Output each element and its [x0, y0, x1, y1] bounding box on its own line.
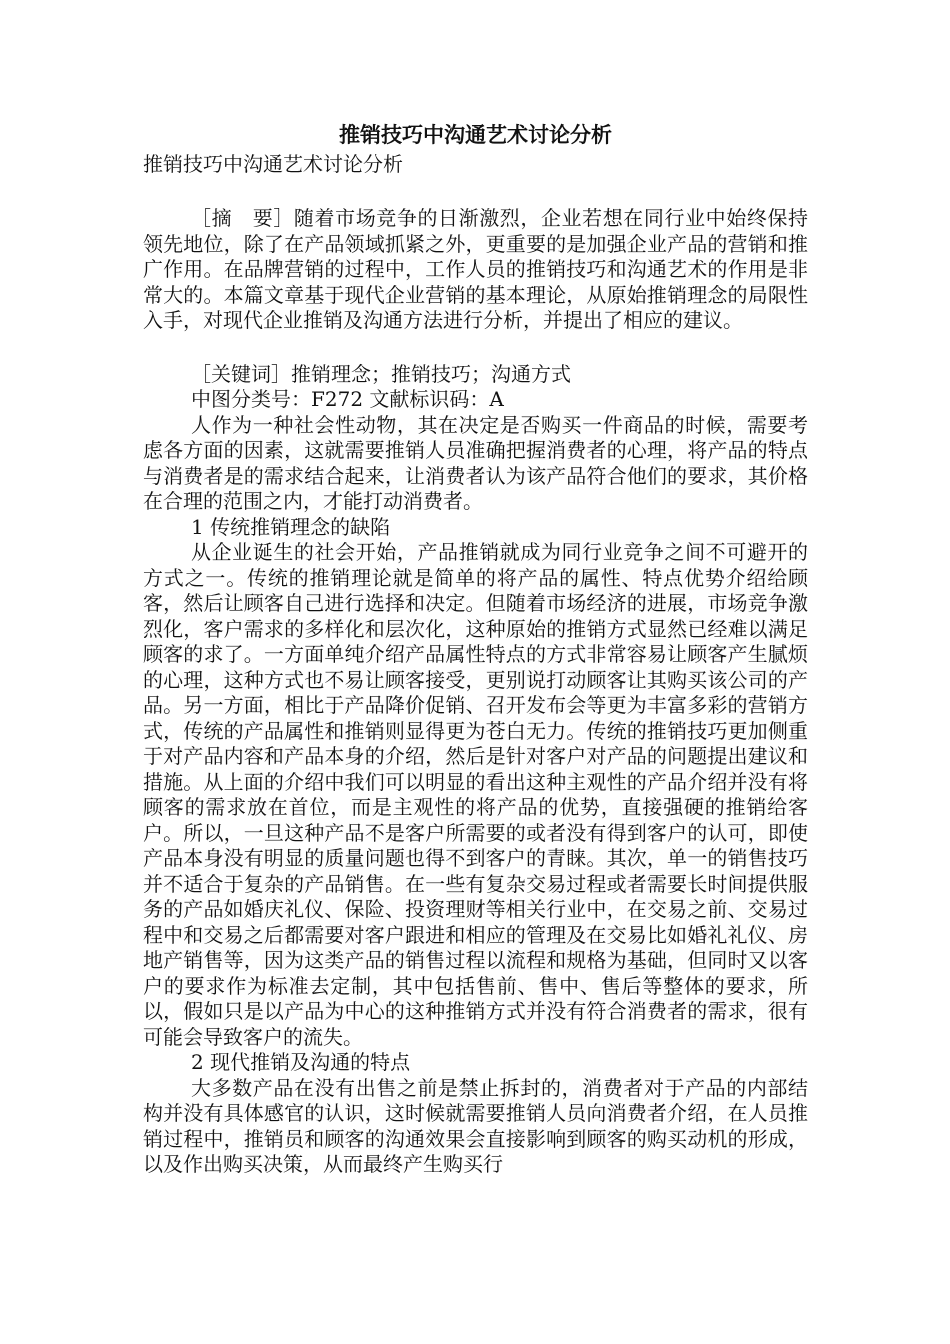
blank-line — [143, 178, 808, 206]
section-1-heading: 1 传统推销理念的缺陷 — [191, 514, 391, 539]
classification-line: 中图分类号：F272 文献标识码：A — [191, 387, 504, 411]
keywords-line: ［关键词］推销理念；推销技巧；沟通方式 — [191, 361, 571, 386]
intro-paragraph: 人作为一种社会性动物，其在决定是否购买一件商品的时候，需要考虑各方面的因素，这就需要推销人员准确把握消费者的心理，将产品的特点与消费者是的需求结合起来，让消费者认为该产品符合他们的要求，其价格在合理的范围之内，才能打动消费者。 — [143, 412, 808, 513]
section-1-paragraph: 从企业诞生的社会开始，产品推销就成为同行业竞争之间不可避开的方式之一。传统的推销理论就是简单的将产品的属性、特点优势介绍给顾客，然后让顾客自己进行选择和决定。但随着市场经济的进展，市场竞争激烈化，客户需求的多样化和层次化，这种原始的推销方式显然已经难以满足顾客的求了。一方面单纯介绍产品属性特点的方式非常容易让顾客产生腻烦的心理，这种方式也不易让顾客接受，更别说打动顾客让其购买该公司的产品。另一方面，相比于产品降价促销、召开发布会等更为丰富多彩的营销方式，传统的产品属性和推销则显得更为苍白无力。传统的推销技巧更加侧重于对产品内容和产品本身的介绍，然后是针对客户对产品的问题提出建议和措施。从上面的介绍中我们可以明显的看出这种主观性的产品介绍并没有将顾客的需求放在首位，而是主观性的将产品的优势，直接强硬的推销给客户。所以，一旦这种产品不是客户所需要的或者没有得到客户的认可，即使产品本身没有明显的质量问题也得不到客户的青睐。其次，单一的销售技巧并不适合于复杂的产品销售。在一些有复杂交易过程或者需要长时间提供服务的产品如婚庆礼仪、保险、投资理财等相关行业中，在交易之前、交易过程中和交易之后都需要对客户跟进和相应的管理及在交易比如婚礼礼仪、房地产销售等，因为这类产品的销售过程以流程和规格为基础，但同时又以客户的要求作为标准去定制，其中包括售前、售中、售后等整体的要求，所以，假如只是以产品为中心的这种推销方式并没有符合消费者的需求，很有可能会导致客户的流失。 — [143, 540, 808, 1049]
document-subtitle: 推销技巧中沟通艺术讨论分析 — [143, 152, 403, 176]
document-page — [143, 120, 808, 1178]
section-2-paragraph: 大多数产品在没有出售之前是禁止拆封的，消费者对于产品的内部结构并没有具体感官的认识，这时候就需要推销人员向消费者介绍，在人员推销过程中，推销员和顾客的沟通效果会直接影响到顾客的购买动机的形成，以及作出购买决策，从而最终产生购买行 — [143, 1075, 808, 1176]
abstract-paragraph: ［摘 要］随着市场竞争的日渐激烈，企业若想在同行业中始终保持领先地位，除了在产品领域抓紧之外，更重要的是加强企业产品的营销和推广作用。在品牌营销的过程中，工作人员的推销技巧和沟通艺术的作用是非常大的。本篇文章基于现代企业营销的基本理论，从原始推销理念的局限性入手，对现代企业推销及沟通方法进行分析，并提出了相应的建议。 — [143, 206, 808, 332]
document-title: 推销技巧中沟通艺术讨论分析 — [339, 122, 612, 147]
blank-line — [143, 334, 808, 362]
section-2-heading: 2 现代推销及沟通的特点 — [191, 1050, 411, 1074]
